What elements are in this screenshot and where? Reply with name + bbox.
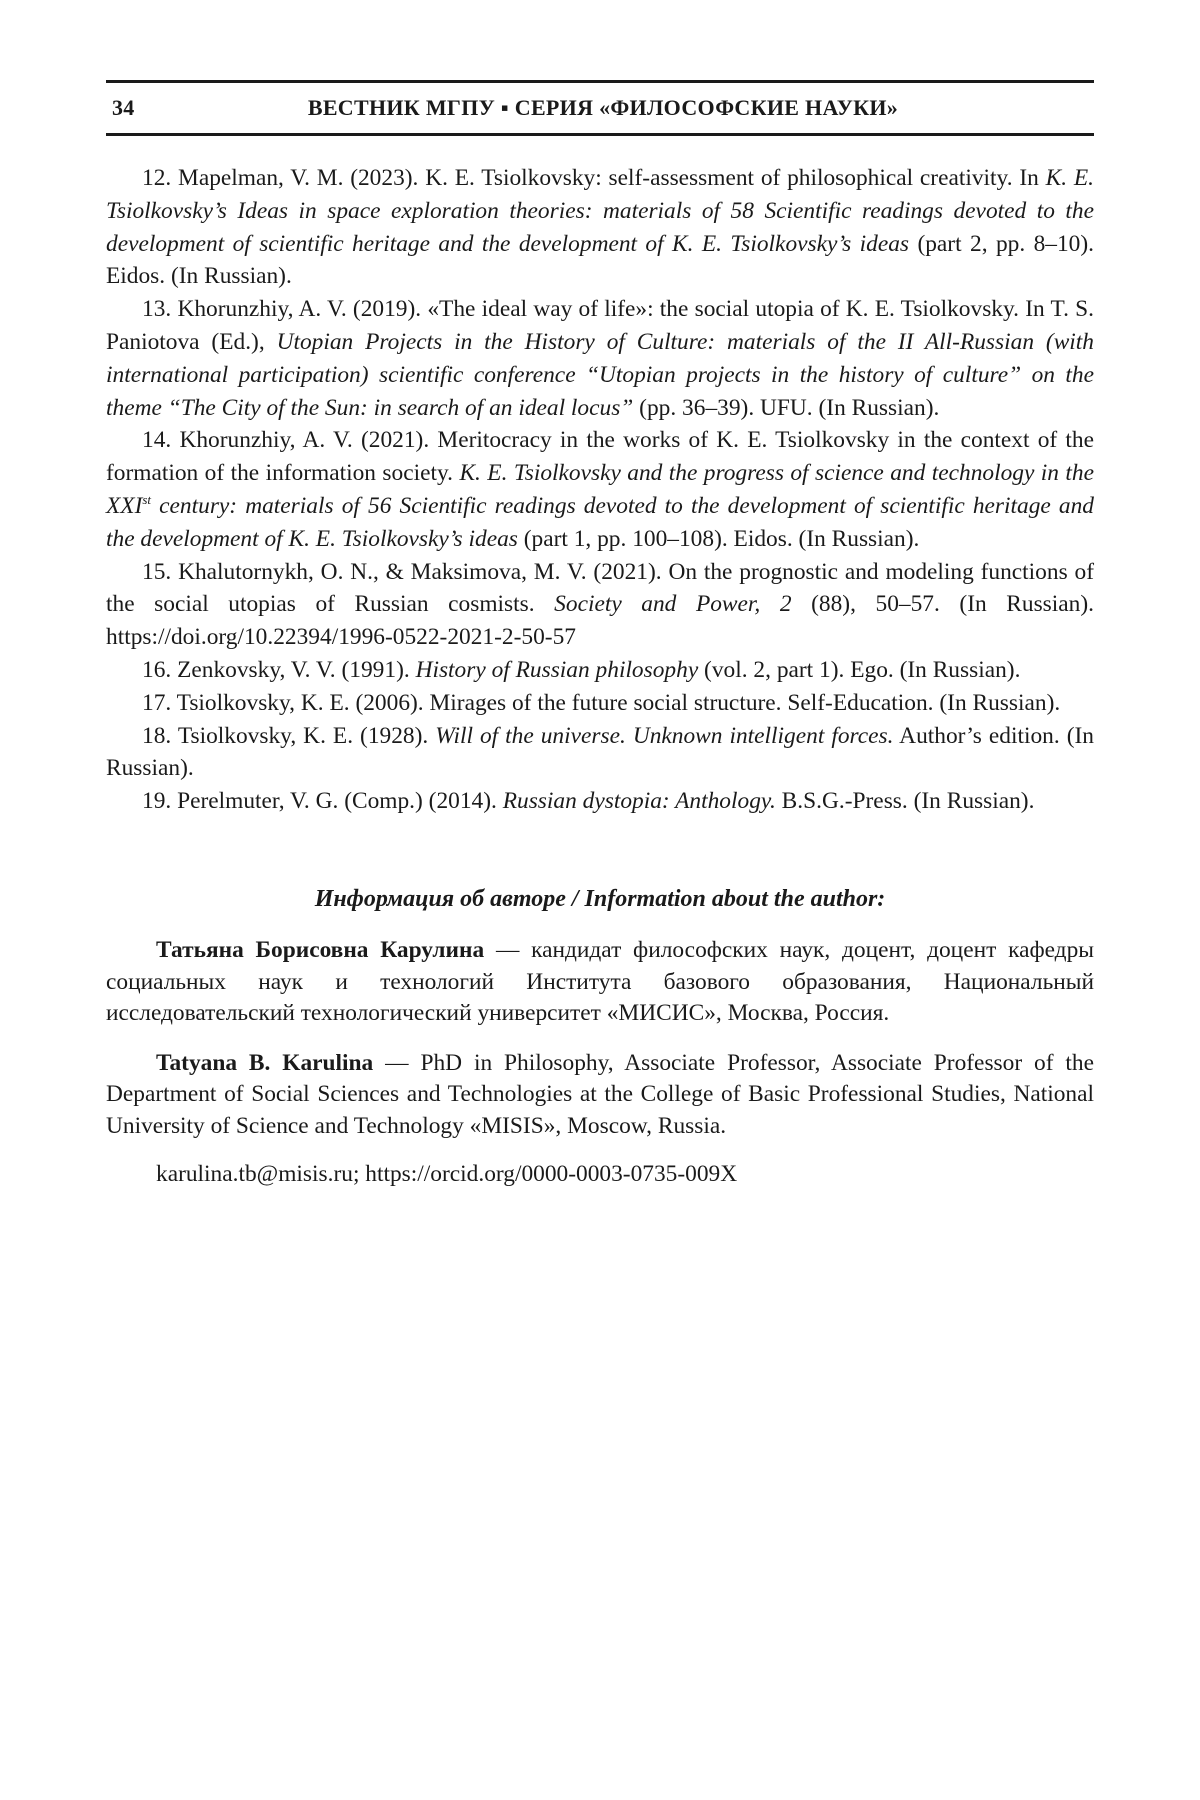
reference-15: 15. Khalutornykh, O. N., & Maksimova, M. V. (2021). On the prognostic and modeling functions of the social utopias of Russian cosmists. Society and Power, 2 (88), 50–57. (In Russian). https://doi.org/10.22394/1996-0522-2021-2-50-57: [106, 558, 1094, 651]
author-name-russian: Татьяна Борисовна Карулина: [156, 936, 485, 963]
author-contacts: karulina.tb@misis.ru; https://orcid.org/0000-0003-0735-009X: [156, 1160, 738, 1187]
reference-17: 17. Tsiolkovsky, K. E. (2006). Mirages of the future social structure. Self-Education. (In Russian).: [142, 689, 1061, 716]
reference-16: 16. Zenkovsky, V. V. (1991). History of Russian philosophy (vol. 2, part 1). Ego. (In Russian).: [142, 656, 1021, 683]
author-info-heading: Информация об авторе / Information about the author:: [314, 885, 886, 912]
reference-14: 14. Khorunzhiy, A. V. (2021). Meritocracy in the works of K. E. Tsiolkovsky in the context of the formation of the information society. K. E. Tsiolkovsky and the progress of science and technology in the XXIst century: materials of 56 Scientific readings devoted to the development of scientific heritage and the development of K. E. Tsiolkovsky’s ideas (part 1, pp. 100–108). Eidos. (In Russian).: [106, 427, 1094, 552]
author-name-english: Tatyana B. Karulina: [156, 1049, 374, 1076]
author-info-english: Tatyana B. Karulina — PhD in Philosophy, Associate Professor, Associate Professor of the Department of Social Sciences and Technologies at the College of Basic Professional Studies, National University of Science and Technology «MISIS», Moscow, Russia.: [106, 1049, 1094, 1139]
journal-title: ВЕСТНИК МГПУ ▪ СЕРИЯ «ФИЛОСОФСКИЕ НАУКИ»: [307, 95, 899, 120]
page-number: 34: [112, 95, 135, 120]
reference-12: 12. Mapelman, V. M. (2023). K. E. Tsiolkovsky: self-assessment of philosophical creativity. In K. E. Tsiolkovsky’s Ideas in space exploration theories: materials of 58 Scientific readings devoted to the development of scientific heritage and the development of K. E. Tsiolkovsky’s ideas (part 2, pp. 8–10). Eidos. (In Russian).: [106, 165, 1094, 290]
running-header: [106, 80, 1094, 136]
reference-list: [106, 162, 1094, 818]
reference-18: 18. Tsiolkovsky, K. E. (1928). Will of the universe. Unknown intelligent forces. Author’s edition. (In Russian).: [106, 722, 1094, 782]
reference-13: 13. Khorunzhiy, A. V. (2019). «The ideal way of life»: the social utopia of K. E. Tsiolkovsky. In T. S. Paniotova (Ed.), Utopian Projects in the History of Culture: materials of the II All-Russian (with international participation) scientific conference “Utopian projects in the history of culture” on the theme “The City of the Sun: in search of an ideal locus” (pp. 36–39). UFU. (In Russian).: [106, 296, 1094, 421]
author-info-russian: Татьяна Борисовна Карулина — кандидат философских наук, доцент, доцент кафедры социальных наук и технологий Института базового образования, Национальный исследовательский технологический университет «МИСИС», Москва, Россия.: [106, 936, 1094, 1027]
journal-page: [106, 80, 1094, 1190]
reference-19: 19. Perelmuter, V. G. (Comp.) (2014). Russian dystopia: Anthology. B.S.G.-Press. (In Russian).: [142, 788, 1035, 815]
